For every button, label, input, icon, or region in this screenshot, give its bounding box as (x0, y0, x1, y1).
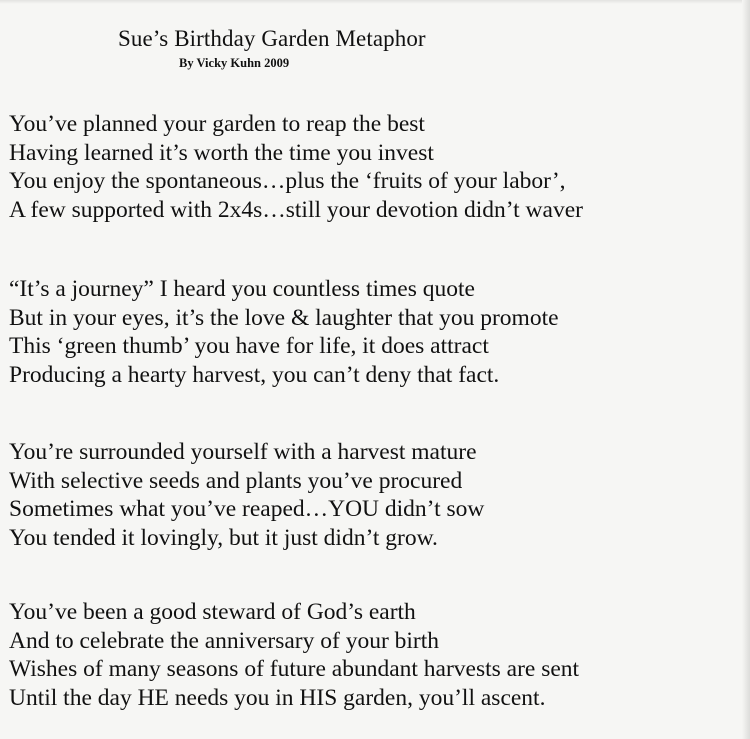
poem-line: With selective seeds and plants you’ve procured (9, 467, 463, 494)
poem-line: Until the day HE needs you in HIS garden, you’ll ascent. (9, 684, 546, 711)
stanza-2 (9, 275, 559, 389)
stanza-3 (9, 438, 484, 552)
poem-line: You’ve planned your garden to reap the best (9, 111, 425, 137)
poem-line: A few supported with 2x4s…still your devotion didn’t waver (9, 196, 583, 223)
poem-line: You tended it lovingly, but it just didn’t grow. (9, 524, 438, 551)
poem-line: You enjoy the spontaneous…plus the ‘fruits of your labor’, (9, 168, 566, 194)
page-right-edge (742, 0, 750, 739)
poem-line: Producing a hearty harvest, you can’t deny that fact. (9, 361, 500, 388)
page-top-edge (0, 0, 750, 4)
poem-title: Sue’s Birthday Garden Metaphor (118, 26, 426, 51)
poem-line: And to celebrate the anniversary of your birth (9, 627, 440, 654)
poem-byline: By Vicky Kuhn 2009 (179, 56, 290, 70)
poem-line: Having learned it’s worth the time you invest (9, 139, 434, 166)
poem-line: You’ve been a good steward of God’s earth (9, 599, 416, 625)
poem-line: This ‘green thumb’ you have for life, it does attract (9, 333, 489, 359)
poem-line: “It’s a journey” I heard you countless times quote (9, 276, 475, 302)
stanza-4 (9, 598, 579, 712)
poem-line: But in your eyes, it’s the love & laughter that you promote (9, 304, 559, 331)
poem-line: Wishes of many seasons of future abundant harvests are sent (9, 656, 580, 682)
poem-line: Sometimes what you’ve reaped…YOU didn’t sow (9, 496, 485, 522)
stanza-1 (9, 110, 583, 224)
poem-line: You’re surrounded yourself with a harvest mature (9, 439, 477, 465)
